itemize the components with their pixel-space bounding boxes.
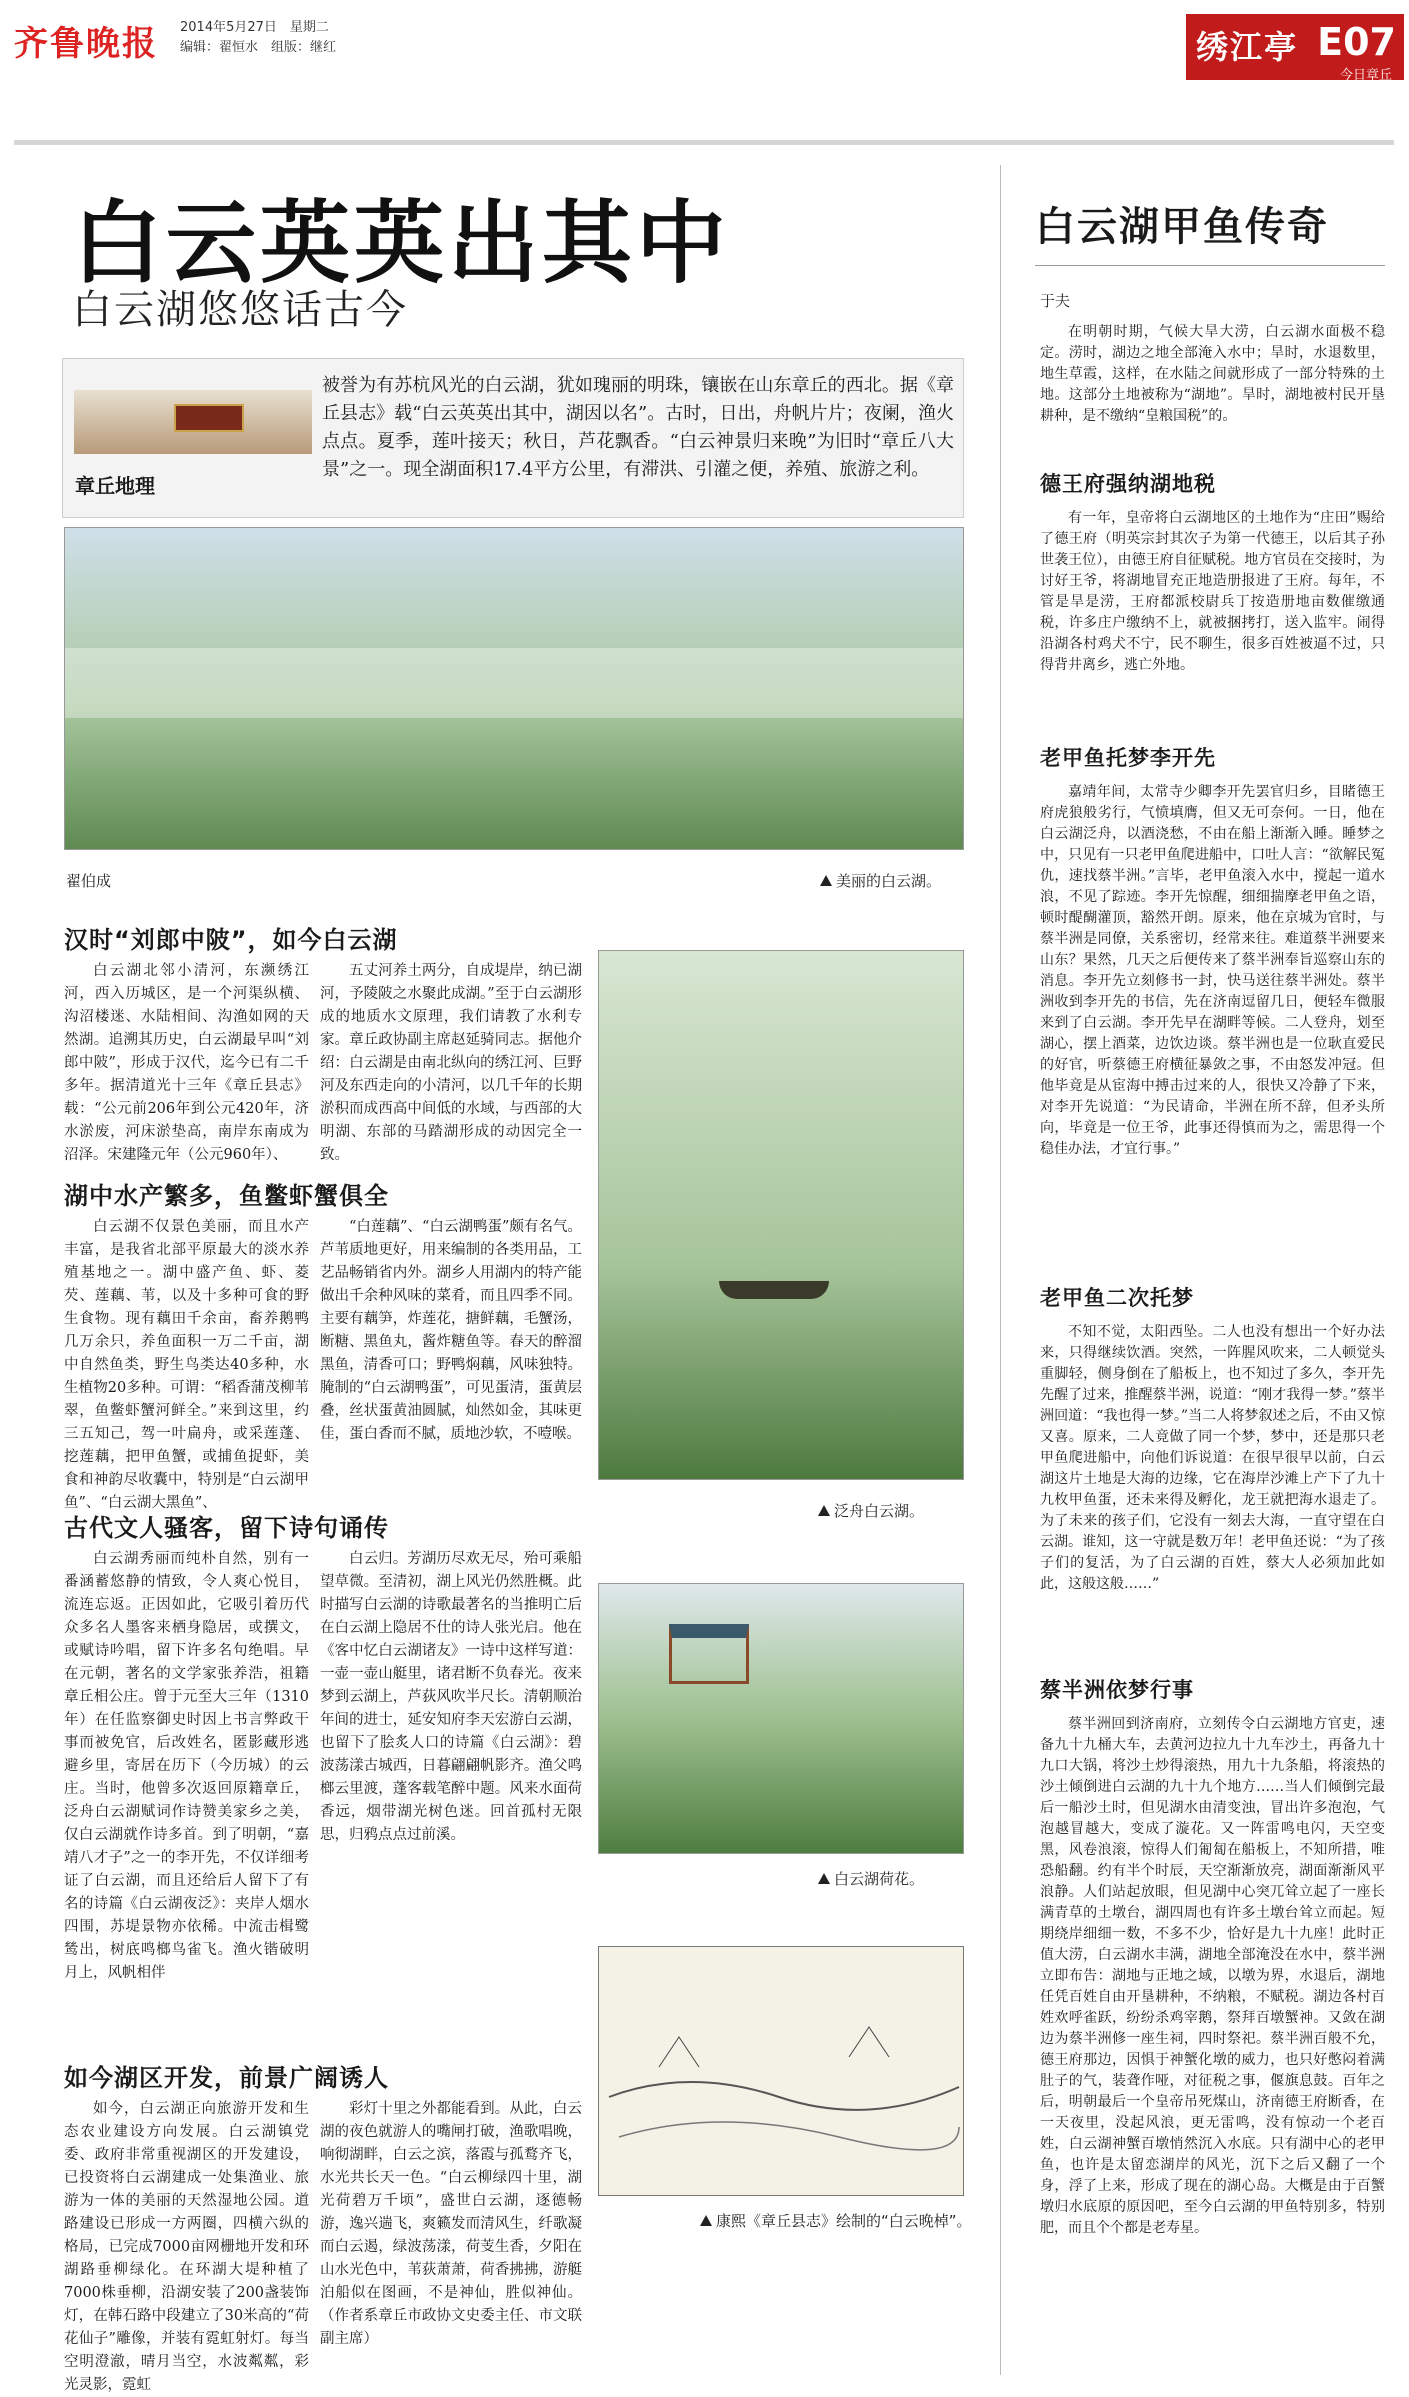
section-1-col1: 白云湖北邻小清河，东濒绣江河，西入历城区，是一个河渠纵横、沟沼楼迷、水陆相间、沟渔如网的天然湖。追溯其历史，白云湖最早叫“刘郎中陂”，形成于汉代，迄今已有二千多年。据清道光十三年《章丘县志》载：“公元前206年到公元420年，济水淤废，河床淤垫高，南岸东南成为沼泽。宋建隆元年（公元960年）、 [64, 963, 309, 1163]
editor-credits: 编辑：翟恒水 组版：继红 [180, 40, 337, 55]
right-heading-1: 德王府强纳湖地税 [1040, 472, 1216, 496]
section-4-col1: 如今，白云湖正向旅游开发和生态农业建设方向发展。白云湖镇党委、政府非常重视湖区的开发建设，已投资将白云湖建成一处集渔业、旅游为一体的美丽的天然湿地公园。道路建设已形成一方两圈，四横六纵的格局，已完成7000亩网栅地开发和环湖路垂柳绿化。在环湖大堤种植了7000株垂柳，沿湖安装了200盏装饰灯，在韩石路中段建立了30米高的“荷花仙子”雕像，并装有霓虹射灯。每当空明澄澈，晴月当空，水波粼粼，彩光灵影，霓虹 [64, 2101, 309, 2393]
right-para-4: 蔡半洲回到济南府，立刻传令白云湖地方官吏，速备九十九桶大车，去黄河边拉九十九车沙土，再备九十九口大锅，将沙土炒得滚热，用九十九条船，将滚热的沙土倾倒进白云湖的九十九个地方……当人们倾倒完最后一船沙土时，但见湖水由清变浊，冒出许多泡泡，气泡越冒越大，变成了漩花。又一阵雷鸣电闪，天空变黑，风卷浪滚，惊得人们匍匐在船板上，不知所措，唯恐船翻。约有半个时辰，天空渐渐放亮，湖面渐渐风平浪静。人们站起放眼，但见湖中心突兀耸立起了一座长满青草的土墩台，湖四周也有许多土墩台耸立而起。短期绕岸细细一数，不多不少，恰好是九十九座！此时正值大涝，白云湖水丰满，湖地全部淹没在水中，蔡半洲立即布告：湖地与正地之域，以墩为界，水退后，湖地任凭百姓自由开垦耕种，不纳粮，不赋税。湖边各村百姓欢呼雀跃，纷纷杀鸡宰鹅，祭拜百墩蟹神。又敛在湖边为蔡半洲修一座生祠，四时祭祀。蔡半洲百般不允，德王府那边，因惧于神蟹化墩的威力，也只好憋闷着满肚子的气，装聋作哑，对征税之事，偃旗息鼓。百年之后，明朝最后一个皇帝吊死煤山，济南德王府断香，在一天夜里，没起风浪，更无雷鸣，没有惊动一个老百姓，白云湖神蟹百墩悄然沉入水底。只有湖中心的老甲鱼，也许是太留恋湖岸的风光，沉下之后又翻了一个身，浮了上来，形成了现在的湖心岛。大概是由于百蟹墩归水底原的原因吧，至今白云湖的甲鱼特别多，特别肥，而且个个都是老寿星。 [1040, 1716, 1385, 2236]
right-column-title: 白云湖甲鱼传奇 [1035, 204, 1329, 250]
caption-triangle-icon [700, 2215, 712, 2226]
section-heading-1: 汉时“刘郎中陂”，如今白云湖 [64, 926, 398, 954]
drawing-caption [700, 2210, 972, 2231]
intro-tag: 章丘地理 [75, 474, 155, 498]
section-3-col1: 白云湖秀丽而纯朴自然，别有一番涵蓄悠静的情致，令人爽心悦目，流连忘返。正因如此，它吸引着历代众多名人墨客来栖身隐居，或撰文，或赋诗吟唱，留下许多名句绝唱。早在元朝，著名的文学家张养浩，祖籍章丘相公庄。曾于元至大三年（1310年）在任监察御史时因上书言弊政干事而被免官，后改姓名，匿影藏形逃避乡里，寄居在历下（今历城）的云庄。当时，他曾多次返回原籍章丘，泛舟白云湖赋词作诗赞美家乡之美，仅白云湖就作诗多首。到了明朝，“嘉靖八才子”之一的李开先，不仅详细考证了白云湖，而且还给后人留下了有名的诗篇《白云湖夜泛》：夹岸人烟水四围，苏堤景物亦依稀。中流击楫鹭鸶出，树底鸣榔鸟雀飞。渔火锴破明月上，风帆相伴 [64, 1551, 309, 1981]
section-heading-2: 湖中水产繁多，鱼鳖虾蟹俱全 [64, 1182, 389, 1210]
drawing-sketch [599, 1947, 965, 2197]
photo-byline: 翟伯成 [66, 872, 112, 890]
right-para-3: 不知不觉，太阳西坠。二人也没有想出一个好办法来，只得继续饮酒。突然，一阵腥风吹来，二人顿觉头重脚轻，侧身倒在了船板上，也不知过了多久，李开先先醒了过来，推醒蔡半洲，说道：“刚才我得一梦。”蔡半洲回道：“我也得一梦。”当二人将梦叙述之后，不由又惊又喜。原来，二人竟做了同一个梦，梦中，还是那只老甲鱼爬进船中，向他们诉说道：在很早很早以前，白云湖这片土地是大海的边缘，它在海岸沙滩上产下了九十九枚甲鱼蛋，还未来得及孵化，龙王就把海水退走了。为了未来的孩子们，它没有一刻去大海，一直守望在白云湖。谁知，这一守就是数万年！老甲鱼还说：“为了孩子们的复活，为了白云湖的百姓，蔡大人必须加此如此，这般这般……” [1040, 1324, 1385, 1592]
section-heading-3: 古代文人骚客，留下诗句诵传 [64, 1514, 389, 1542]
boating-caption-text: 泛舟白云湖。 [834, 1502, 925, 1520]
column-divider [1000, 165, 1001, 2375]
right-title-rule [1035, 265, 1385, 266]
right-heading-2: 老甲鱼托梦李开先 [1040, 746, 1216, 770]
main-lake-photo [64, 527, 964, 850]
gate-plaque-icon [174, 404, 244, 432]
right-heading-4: 蔡半洲依梦行事 [1040, 1678, 1194, 1702]
header-rule [14, 140, 1394, 145]
ancient-drawing [598, 1946, 964, 2196]
lotus-caption [818, 1868, 924, 1889]
boat-icon [719, 1281, 829, 1299]
section-3-col2: 白云归。芳湖历尽欢无尽，殆可乘船望草微。至清初，湖上风光仍然胜概。此时描写白云湖的诗歌最著名的当推明亡后在白云湖上隐居不仕的诗人张光启。他在《客中忆白云湖诸友》一诗中这样写道：一壶一壶山艇里，诸君断不负春光。夜来梦到云湖上，芦荻风吹半尺长。清朝顺治年间的进士，延安知府李天宏游白云湖，也留下了脍炙人口的诗篇《白云湖》：碧波荡漾古城西，日暮翩翩帆影齐。渔父鸣榔云里渡，蓬客载笔醉中题。风来水面荷香远，烟带湖光树色迷。回首孤村无限思，归鸦点点过前溪。 [320, 1551, 582, 1843]
section-subtitle: 今日章丘 [1339, 68, 1392, 83]
boating-caption [818, 1500, 924, 1521]
caption-triangle-icon [818, 1505, 830, 1516]
page-subheadline: 白云湖悠悠话古今 [72, 287, 408, 333]
right-para-0: 在明朝时期，气候大旱大涝，白云湖水面极不稳定。涝时，湖边之地全部淹入水中；旱时，水退数里，地生草霞，这样，在水陆之间就形成了一部分特殊的土地。这部分土地被称为“湖地”。旱时，湖地被村民开垦耕种，是不缴纳“皇粮国税”的。 [1040, 324, 1385, 424]
section-4-col2: 彩灯十里之外都能看到。从此，白云湖的夜色就游人的嘴闸打破，渔歌唱晚，响彻湖畔，白云之滨，落霞与孤鹜齐飞，水光共长天一色。“白云柳绿四十里，湖光荷碧万千顷”，盛世白云湖，逐德畅游，逸兴遄飞，爽籁发而清风生，纤歌凝而白云遏，绿波荡漾，荷芰生香，夕阳在山水光色中，苇荻萧萧，荷香拂拂，游艇泊船似在图画，不是神仙，胜似神仙。（作者系章丘市政协文史委主任、市文联副主席） [320, 2101, 582, 2347]
page-number: E07 [1317, 20, 1396, 64]
section-2-col2: “白莲藕”、“白云湖鸭蛋”颇有名气。芦苇质地更好，用来编制的各类用品，工艺品畅销省内外。湖乡人用湖内的特产能做出千余种风味的菜肴，而且四季不同。主要有藕笋，炸莲花，搪鲜藕，毛蟹汤，断糖、黑鱼丸，酱炸糖鱼等。春天的醉溜黑鱼，清香可口；野鸭焖藕，风味独特。腌制的“白云湖鸭蛋”，可见蛋清，蛋黄层叠，丝状蛋黄油圆腻，灿然如金，其味更佳，蛋白香而不腻，质地沙软，不噎喉。 [320, 1219, 582, 1442]
main-photo-caption-text: 美丽的白云湖。 [836, 872, 942, 890]
water-horizon [65, 648, 963, 718]
lotus-photo [598, 1583, 964, 1854]
section-badge [1186, 14, 1404, 83]
section-heading-4: 如今湖区开发，前景广阔诱人 [64, 2064, 389, 2092]
section-1-col2: 五丈河养土两分，自成堤岸，纳已湖河，予陵陂之水聚此成湖。”至于白云湖形成的地质水文原理，我们请教了水利专家。章丘政协副主席赵延骑同志。据他介绍：白云湖是由南北纵向的绣江河、巨野河及东西走向的小清河，以几千年的长期淤积而成西高中间低的水域，与西部的大明湖、东部的马踏湖形成的动因完全一致。 [320, 963, 582, 1163]
section-name: 绣江亭 [1196, 28, 1299, 66]
caption-triangle-icon [820, 875, 832, 886]
right-heading-3: 老甲鱼二次托梦 [1040, 1286, 1194, 1310]
right-para-2: 嘉靖年间，太常寺少卿李开先罢官归乡，目睹德王府虎狼般劣行，气愤填膺，但又无可奈何。一日，他在白云湖泛舟，以酒浇愁，不由在船上渐渐入睡。睡梦之中，只见有一只老甲鱼爬进船中，口吐人言：“欲解民冤仇，速找蔡半洲。”言毕，老甲鱼滚入水中，搅起一道水浪，不见了踪迹。李开先惊醒，细细揣摩老甲鱼之语，顿时醍醐灌顶，豁然开朗。原来，他在京城为官时，与蔡半洲是同僚，关系密切，经常来往。难道蔡半洲要来山东？果然，几天之后便传来了蔡半洲奉旨巡察山东的消息。李开先立刻修书一封，快马送往蔡半洲处。蔡半洲收到李开先的书信，先在济南逗留几日，便轻车微服来到了白云湖。李开先早在湖畔等候。二人登舟，划至湖心，摆上酒菜，边饮边谈。蔡半洲也是一位耿直爱民的好官，听蔡德王府横征暴敛之事，不由怒发冲冠。但他毕竟是从宦海中搏击过来的人，很快又冷静了下来，对李开先说道：“为民请命，半洲在所不辞，但矛头所向，毕竟是一位王爷，此事还得慎而为之，需思得一个稳佳办法，才宜行事。” [1040, 784, 1385, 1157]
pavilion-icon [669, 1624, 749, 1684]
gate-thumbnail [74, 390, 312, 454]
right-para-1: 有一年，皇帝将白云湖地区的土地作为“庄田”赐给了德王府（明英宗封其次子为第一代德王，以后其子孙世袭王位），由德王府自征赋税。地方官员在交接时，为讨好王爷，将湖地冒充正地造册报进了王府。每年，不管是旱是涝，王府都派校尉兵丁按造册地亩数催缴通税，许多庄户缴纳不上，就被捆拷打，送入监牢。闹得沿湖各村鸡犬不宁，民不聊生，很多百姓被逼不过，只得背井离乡，逃亡外地。 [1040, 510, 1385, 673]
right-column-author: 于夫 [1040, 292, 1071, 310]
intro-text: 被誉为有苏杭风光的白云湖，犹如瑰丽的明珠，镶嵌在山东章丘的西北。据《章丘县志》载“白云英英出其中，湖因以名”。古时，日出，舟帆片片；夜阑，渔火点点。夏季，莲叶接天；秋日，芦花飘香。“白云神景归来晚”为旧时“章丘八大景”之一。现全湖面积17.4平方公里，有滞洪、引灌之便，养殖、旅游之利。 [322, 375, 954, 480]
boating-photo [598, 950, 964, 1480]
drawing-caption-text: 康熙《章丘县志》绘制的“白云晚棹”。 [716, 2212, 972, 2230]
issue-date: 2014年5月27日 星期二 [180, 20, 329, 35]
page-headline: 白云英英出其中 [72, 191, 730, 296]
section-2-col1: 白云湖不仅景色美丽，而且水产丰富，是我省北部平原最大的淡水养殖基地之一。湖中盛产鱼、虾、菱芡、莲藕、苇，以及十多种可食的野生食物。现有藕田千余亩，畜养鹅鸭几万余只，养鱼面积一万二千亩，湖中自然鱼类，野生鸟类达40多种，水生植物20多种。可谓：“稻香蒲茂柳苇翠，鱼鳖虾蟹河鲜全。”来到这里，约三五知己，驾一叶扁舟，或采莲蓬、挖莲藕，把甲鱼蟹，或捕鱼捉虾，美食和神韵尽收囊中，特别是“白云湖甲鱼”、“白云湖大黑鱼”、 [64, 1219, 309, 1511]
lotus-caption-text: 白云湖荷花。 [834, 1870, 925, 1888]
main-photo-caption [820, 870, 941, 891]
caption-triangle-icon [818, 1873, 830, 1884]
newspaper-logo: 齐鲁晚报 [14, 24, 158, 64]
